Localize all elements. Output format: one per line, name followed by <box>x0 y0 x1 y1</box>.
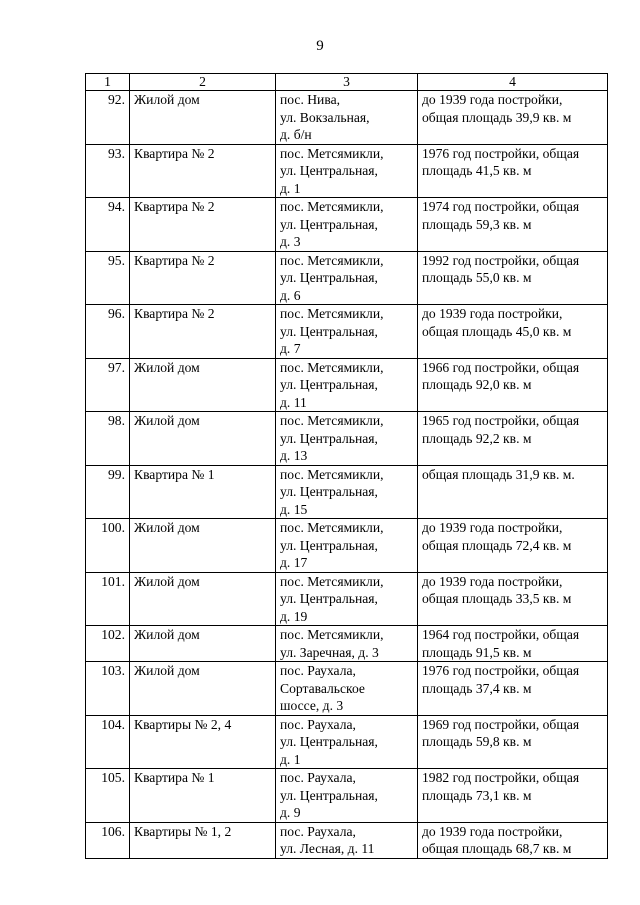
object-description <box>418 822 608 858</box>
object-description <box>418 144 608 198</box>
object-address <box>276 305 418 359</box>
description-line: площадь 92,2 кв. м <box>422 430 532 446</box>
row-number: 94. <box>86 198 130 252</box>
address-line: ул. Центральная, <box>280 787 378 803</box>
address-line: д. б/н <box>280 127 312 142</box>
address-line: ул. Лесная, д. 11 <box>280 841 375 856</box>
table-row <box>86 251 608 305</box>
address-line: д. 3 <box>280 234 301 249</box>
object-address <box>276 198 418 252</box>
object-address <box>276 412 418 466</box>
object-name: Жилой дом <box>130 358 276 412</box>
address-line: пос. Метсямикли, <box>280 627 384 642</box>
address-line: д. 9 <box>280 805 301 820</box>
address-line: д. 17 <box>280 555 308 570</box>
description-line: 1992 год постройки, общая <box>422 252 580 268</box>
address-line: ул. Центральная, <box>280 216 378 232</box>
object-address <box>276 358 418 412</box>
object-name: Жилой дом <box>130 412 276 466</box>
address-line: д. 7 <box>280 341 301 356</box>
description-line: 1982 год постройки, общая <box>422 770 580 785</box>
object-name: Квартиры № 1, 2 <box>130 822 276 858</box>
object-address <box>276 626 418 662</box>
object-name: Жилой дом <box>130 662 276 716</box>
address-line: шоссе, д. 3 <box>280 698 344 713</box>
object-address <box>276 91 418 145</box>
address-line: пос. Метсямикли, <box>280 573 384 589</box>
table-row <box>86 465 608 519</box>
address-line: пос. Метсямикли, <box>280 413 384 428</box>
table-row <box>86 91 608 145</box>
description-line: до 1939 года постройки, <box>422 92 563 107</box>
address-line: пос. Метсямикли, <box>280 359 384 375</box>
table-body <box>86 91 608 859</box>
description-line: 1969 год постройки, общая <box>422 716 580 732</box>
header-row <box>86 74 608 91</box>
table-row <box>86 305 608 359</box>
table-row <box>86 519 608 573</box>
address-line: пос. Метсямикли, <box>280 466 384 482</box>
object-description <box>418 662 608 716</box>
address-line: ул. Центральная, <box>280 430 378 446</box>
property-table <box>85 73 608 859</box>
object-address <box>276 822 418 858</box>
row-number: 96. <box>86 305 130 359</box>
address-line: д. 11 <box>280 394 307 410</box>
address-line: Сортавальское <box>280 680 365 696</box>
row-number: 106. <box>86 822 130 858</box>
description-line: площадь 91,5 кв. м <box>422 644 532 660</box>
column-header-4: 4 <box>418 74 608 91</box>
column-header-3: 3 <box>276 74 418 91</box>
address-line: ул. Центральная, <box>280 163 378 178</box>
object-address <box>276 662 418 716</box>
address-line: д. 1 <box>280 180 301 196</box>
object-address <box>276 769 418 823</box>
address-line: пос. Нива, <box>280 92 341 107</box>
table-row <box>86 662 608 716</box>
address-line: ул. Заречная, д. 3 <box>280 644 379 660</box>
object-description <box>418 198 608 252</box>
row-number: 100. <box>86 519 130 573</box>
object-address <box>276 715 418 769</box>
object-name: Жилой дом <box>130 519 276 573</box>
description-line: 1966 год постройки, общая <box>422 359 580 375</box>
description-line: до 1939 года постройки, <box>422 306 563 321</box>
description-line: до 1939 года постройки, <box>422 573 563 589</box>
address-line: пос. Метсямикли, <box>280 252 384 268</box>
object-description <box>418 305 608 359</box>
address-line: пос. Раухала, <box>280 663 356 678</box>
description-line: площадь 59,3 кв. м <box>422 216 532 232</box>
address-line: ул. Центральная, <box>280 323 378 339</box>
row-number: 99. <box>86 465 130 519</box>
object-description <box>418 626 608 662</box>
description-line: до 1939 года постройки, <box>422 823 563 839</box>
column-header-2: 2 <box>130 74 276 91</box>
description-line: 1976 год постройки, общая <box>422 145 580 161</box>
address-line: ул. Центральная, <box>280 591 378 606</box>
table-row <box>86 198 608 252</box>
description-line: площадь 37,4 кв. м <box>422 680 532 696</box>
object-description <box>418 769 608 823</box>
description-line: 1964 год постройки, общая <box>422 627 580 642</box>
object-description <box>418 519 608 573</box>
address-line: д. 19 <box>280 608 308 624</box>
object-description <box>418 251 608 305</box>
table-header <box>86 74 608 91</box>
object-description <box>418 465 608 519</box>
object-name: Квартира № 2 <box>130 198 276 252</box>
object-name: Жилой дом <box>130 626 276 662</box>
address-line: ул. Центральная, <box>280 377 378 392</box>
description-line: площадь 41,5 кв. м <box>422 163 532 178</box>
object-name: Жилой дом <box>130 572 276 626</box>
description-line: площадь 55,0 кв. м <box>422 270 532 285</box>
object-address <box>276 519 418 573</box>
address-line: д. 1 <box>280 751 301 767</box>
row-number: 93. <box>86 144 130 198</box>
address-line: ул. Вокзальная, <box>280 109 370 125</box>
row-number: 92. <box>86 91 130 145</box>
table-row <box>86 358 608 412</box>
address-line: пос. Метсямикли, <box>280 199 384 214</box>
object-name: Квартиры № 2, 4 <box>130 715 276 769</box>
object-name: Квартира № 1 <box>130 769 276 823</box>
object-description <box>418 715 608 769</box>
object-name: Квартира № 2 <box>130 251 276 305</box>
object-address <box>276 144 418 198</box>
object-address <box>276 572 418 626</box>
table-row <box>86 572 608 626</box>
object-name: Квартира № 2 <box>130 305 276 359</box>
table-row <box>86 822 608 858</box>
table-row <box>86 769 608 823</box>
description-line: площадь 59,8 кв. м <box>422 734 532 749</box>
table-row <box>86 626 608 662</box>
row-number: 98. <box>86 412 130 466</box>
object-description <box>418 572 608 626</box>
address-line: д. 15 <box>280 501 308 517</box>
page-number: 9 <box>316 38 324 54</box>
description-line: общая площадь 39,9 кв. м <box>422 109 572 125</box>
row-number: 104. <box>86 715 130 769</box>
description-line: общая площадь 45,0 кв. м <box>422 323 572 339</box>
description-line: до 1939 года постройки, <box>422 520 563 535</box>
description-line: 1965 год постройки, общая <box>422 413 580 428</box>
row-number: 105. <box>86 769 130 823</box>
address-line: пос. Метсямикли, <box>280 306 384 321</box>
address-line: д. 13 <box>280 448 308 463</box>
description-line: 1974 год постройки, общая <box>422 199 580 214</box>
object-description <box>418 91 608 145</box>
address-line: д. 6 <box>280 287 301 303</box>
address-line: пос. Раухала, <box>280 823 356 839</box>
object-description <box>418 358 608 412</box>
address-line: пос. Метсямикли, <box>280 145 384 161</box>
description-line: площадь 92,0 кв. м <box>422 377 532 392</box>
address-line: пос. Раухала, <box>280 716 356 732</box>
object-name: Жилой дом <box>130 91 276 145</box>
object-description <box>418 412 608 466</box>
row-number: 103. <box>86 662 130 716</box>
object-name: Квартира № 1 <box>130 465 276 519</box>
row-number: 102. <box>86 626 130 662</box>
description-line: 1976 год постройки, общая <box>422 663 580 678</box>
description-line: общая площадь 33,5 кв. м <box>422 591 572 606</box>
column-header-1: 1 <box>86 74 130 91</box>
description-line: общая площадь 31,9 кв. м. <box>422 466 575 482</box>
address-line: ул. Центральная, <box>280 484 378 499</box>
description-line: общая площадь 72,4 кв. м <box>422 537 572 553</box>
address-line: ул. Центральная, <box>280 270 378 285</box>
table-row <box>86 715 608 769</box>
address-line: пос. Метсямикли, <box>280 520 384 535</box>
table-row <box>86 412 608 466</box>
description-line: площадь 73,1 кв. м <box>422 787 532 803</box>
row-number: 97. <box>86 358 130 412</box>
object-name: Квартира № 2 <box>130 144 276 198</box>
row-number: 95. <box>86 251 130 305</box>
table-row <box>86 144 608 198</box>
address-line: ул. Центральная, <box>280 537 378 553</box>
address-line: пос. Раухала, <box>280 770 356 785</box>
row-number: 101. <box>86 572 130 626</box>
object-address <box>276 465 418 519</box>
object-address <box>276 251 418 305</box>
description-line: общая площадь 68,7 кв. м <box>422 841 572 856</box>
address-line: ул. Центральная, <box>280 734 378 749</box>
